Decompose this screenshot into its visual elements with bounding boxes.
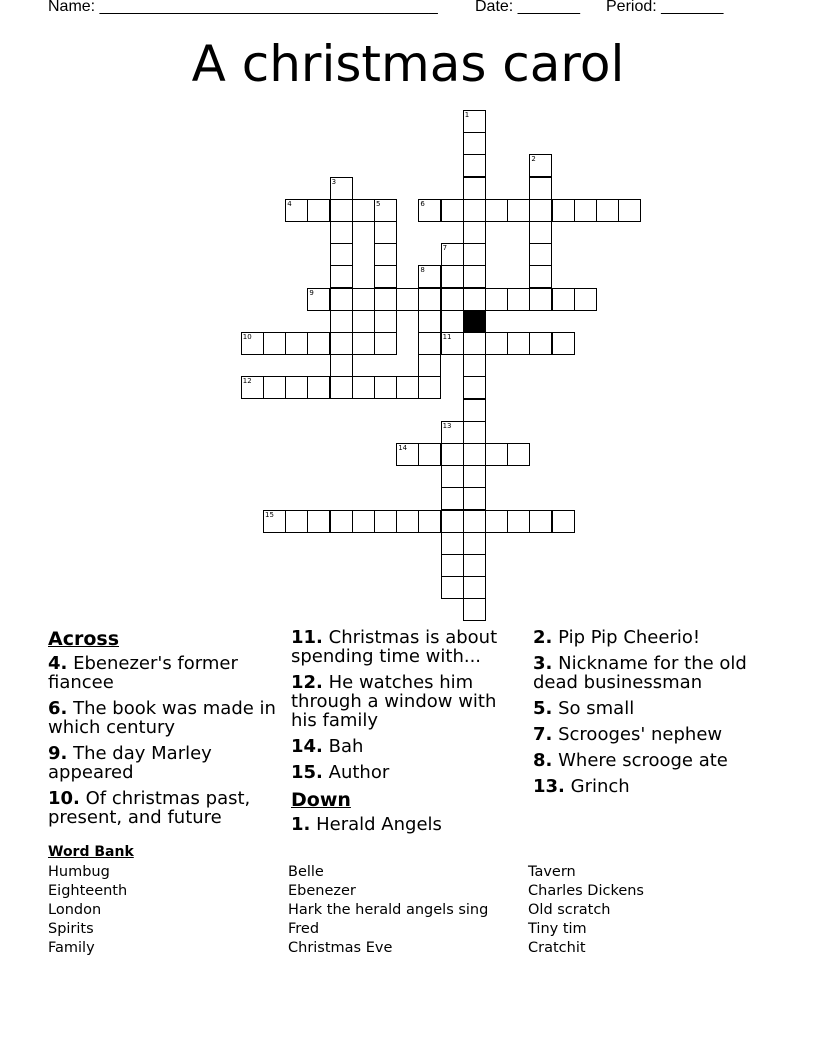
grid-cell[interactable]: [463, 399, 486, 422]
across-heading: Across: [48, 628, 120, 650]
grid-cell[interactable]: [374, 221, 397, 244]
clues-column-1: [48, 628, 278, 834]
grid-cell[interactable]: [241, 332, 264, 355]
grid-cell[interactable]: [463, 288, 486, 311]
clue-number: 15: [265, 510, 274, 519]
word-bank-item: Charles Dickens: [528, 883, 644, 899]
grid-cell[interactable]: [285, 332, 308, 355]
clue-across-11: 11. Christmas is about spending time with...: [291, 627, 498, 667]
grid-cell[interactable]: [463, 554, 486, 577]
word-bank-item: Family: [48, 940, 95, 956]
grid-cell[interactable]: [596, 199, 619, 222]
clue-number: 10: [242, 333, 252, 341]
grid-cell[interactable]: [574, 288, 597, 311]
grid-cell[interactable]: [529, 243, 552, 266]
grid-cell[interactable]: [463, 154, 486, 177]
grid-cell[interactable]: [396, 443, 419, 466]
grid-cell[interactable]: [418, 510, 441, 533]
grid-cell[interactable]: [285, 199, 308, 222]
clue-across-10: 10. Of christmas past, present, and future: [48, 788, 251, 828]
grid-cell[interactable]: [507, 288, 530, 311]
clue-across-15: 15. Author: [291, 762, 390, 783]
black-cell: [463, 310, 486, 333]
grid-cell[interactable]: [307, 332, 330, 355]
grid-cell[interactable]: [418, 288, 441, 311]
grid-cell[interactable]: [441, 465, 464, 488]
period-field[interactable]: Period: _______: [606, 0, 724, 15]
grid-cell[interactable]: [418, 310, 441, 333]
grid-cell[interactable]: [441, 288, 464, 311]
grid-cell[interactable]: [463, 532, 486, 555]
grid-cell[interactable]: [418, 332, 441, 355]
grid-cell[interactable]: [307, 199, 330, 222]
grid-cell[interactable]: [463, 177, 486, 200]
grid-cell[interactable]: [529, 288, 552, 311]
grid-cell[interactable]: [441, 554, 464, 577]
grid-cell[interactable]: [463, 132, 486, 155]
clue-number: 2: [531, 155, 536, 164]
clue-across-6: 6. The book was made in which century: [48, 698, 276, 738]
grid-cell[interactable]: [463, 510, 486, 533]
word-bank-item: Ebenezer: [288, 883, 356, 899]
word-bank-item: Cratchit: [528, 940, 586, 956]
grid-cell[interactable]: [463, 110, 486, 133]
grid-cell[interactable]: [441, 332, 464, 355]
grid-cell[interactable]: [441, 243, 464, 266]
grid-cell[interactable]: [396, 510, 419, 533]
clue-number: 6: [420, 199, 425, 208]
grid-cell[interactable]: [463, 487, 486, 510]
grid-cell[interactable]: [529, 221, 552, 244]
grid-cell[interactable]: [307, 376, 330, 399]
grid-cell[interactable]: [263, 376, 286, 399]
grid-cell[interactable]: [330, 288, 353, 311]
grid-cell[interactable]: [374, 199, 397, 222]
grid-cell[interactable]: [552, 288, 575, 311]
grid-cell[interactable]: [485, 199, 508, 222]
grid-cell[interactable]: [263, 510, 286, 533]
puzzle-title: A christmas carol: [191, 35, 625, 93]
grid-cell[interactable]: [507, 443, 530, 466]
clue-down-1: 1. Herald Angels: [291, 814, 442, 835]
word-bank-item: Fred: [288, 921, 320, 937]
word-bank-item: Tavern: [528, 864, 576, 880]
grid-cell[interactable]: [485, 332, 508, 355]
word-bank-item: Christmas Eve: [288, 940, 393, 956]
grid-cell[interactable]: [529, 154, 552, 177]
clue-down-2: 2. Pip Pip Cheerio!: [533, 627, 701, 648]
grid-cell[interactable]: [330, 243, 353, 266]
grid-cell[interactable]: [463, 354, 486, 377]
grid-cell[interactable]: [441, 487, 464, 510]
grid-cell[interactable]: [463, 598, 486, 621]
grid-cell[interactable]: [330, 221, 353, 244]
clue-across-14: 14. Bah: [291, 736, 364, 757]
grid-cell[interactable]: [330, 376, 353, 399]
clue-number: 11: [442, 333, 452, 341]
grid-cell[interactable]: [507, 332, 530, 355]
word-bank-item: Humbug: [48, 864, 110, 880]
grid-cell[interactable]: [441, 421, 464, 444]
clue-number: 7: [442, 244, 448, 253]
grid-cell[interactable]: [529, 177, 552, 200]
grid-cell[interactable]: [330, 332, 353, 355]
grid-cell[interactable]: [485, 510, 508, 533]
grid-cell[interactable]: [441, 510, 464, 533]
grid-cell[interactable]: [485, 288, 508, 311]
grid-cell[interactable]: [330, 310, 353, 333]
clue-number: 4: [287, 199, 292, 208]
word-bank-item: Tiny tim: [528, 921, 587, 937]
clue-number: 5: [376, 199, 381, 208]
grid-cell[interactable]: [574, 199, 597, 222]
grid-cell[interactable]: [418, 265, 441, 288]
date-field[interactable]: Date: _______: [475, 0, 580, 15]
word-bank-item: Hark the herald angels sing: [288, 902, 489, 918]
grid-cell[interactable]: [418, 376, 441, 399]
grid-cell[interactable]: [374, 243, 397, 266]
grid-cell[interactable]: [463, 199, 486, 222]
grid-cell[interactable]: [352, 332, 375, 355]
grid-cell[interactable]: [485, 443, 508, 466]
grid-cell[interactable]: [374, 510, 397, 533]
grid-cell[interactable]: [463, 421, 486, 444]
grid-cell[interactable]: [330, 354, 353, 377]
grid-cell[interactable]: [352, 199, 375, 222]
clue-down-5: 5. So small: [533, 698, 635, 719]
name-field[interactable]: Name: ______________________________________: [48, 0, 438, 15]
grid-cell[interactable]: [418, 199, 441, 222]
grid-cell[interactable]: [241, 376, 264, 399]
clue-number: 12: [242, 377, 252, 386]
grid-cell[interactable]: [330, 199, 353, 222]
clue-down-8: 8. Where scrooge ate: [533, 750, 728, 771]
grid-cell[interactable]: [529, 199, 552, 222]
grid-cell[interactable]: [463, 265, 486, 288]
grid-cell[interactable]: [463, 443, 486, 466]
grid-cell[interactable]: [374, 265, 397, 288]
grid-cell[interactable]: [330, 177, 353, 200]
grid-cell[interactable]: [418, 354, 441, 377]
grid-cell[interactable]: [441, 265, 464, 288]
grid-cell[interactable]: [352, 288, 375, 311]
grid-cell[interactable]: [441, 532, 464, 555]
clue-across-12: 12. He watches him through a window with his family: [291, 672, 497, 731]
clue-number: 3: [331, 177, 337, 186]
word-bank-item: Belle: [288, 864, 324, 880]
grid-cell[interactable]: [507, 199, 530, 222]
clue-number: 1: [464, 111, 470, 119]
grid-cell[interactable]: [396, 288, 419, 311]
grid-cell[interactable]: [263, 332, 286, 355]
clue-number: 8: [420, 266, 425, 275]
grid-cell[interactable]: [552, 510, 575, 533]
grid-cell[interactable]: [374, 332, 397, 355]
word-bank-title: Word Bank: [48, 844, 134, 860]
clue-number: 9: [309, 288, 314, 297]
grid-cell[interactable]: [285, 510, 308, 533]
down-heading: Down: [291, 789, 351, 811]
grid-cell[interactable]: [374, 376, 397, 399]
clue-number: 13: [442, 421, 452, 430]
grid-cell[interactable]: [618, 199, 641, 222]
grid-cell[interactable]: [507, 510, 530, 533]
grid-cell[interactable]: [441, 576, 464, 599]
grid-cell[interactable]: [552, 199, 575, 222]
grid-cell[interactable]: [441, 199, 464, 222]
clue-across-9: 9. The day Marley appeared: [48, 743, 212, 783]
word-bank-item: Spirits: [48, 921, 94, 937]
grid-cell[interactable]: [418, 443, 441, 466]
grid-cell[interactable]: [396, 376, 419, 399]
grid-cell[interactable]: [352, 510, 375, 533]
grid-cell[interactable]: [330, 265, 353, 288]
grid-cell[interactable]: [463, 465, 486, 488]
grid-cell[interactable]: [307, 288, 330, 311]
grid-cell[interactable]: [352, 376, 375, 399]
grid-cell[interactable]: [529, 510, 552, 533]
grid-cell[interactable]: [441, 310, 464, 333]
grid-cell[interactable]: [374, 310, 397, 333]
clue-down-7: 7. Scrooges' nephew: [533, 724, 723, 745]
word-bank-column-1: [48, 863, 127, 958]
grid-cell[interactable]: [529, 265, 552, 288]
word-bank-column-2: [288, 863, 488, 958]
grid-cell[interactable]: [552, 332, 575, 355]
grid-cell[interactable]: [441, 443, 464, 466]
clue-number: 14: [398, 444, 408, 452]
grid-cell[interactable]: [529, 332, 552, 355]
clues-column-2: [291, 628, 521, 841]
grid-cell[interactable]: [285, 376, 308, 399]
grid-cell[interactable]: [463, 576, 486, 599]
clue-down-13: 13. Grinch: [533, 776, 630, 797]
word-bank-item: London: [48, 902, 102, 918]
grid-cell[interactable]: [463, 243, 486, 266]
grid-cell[interactable]: [463, 376, 486, 399]
clue-down-3: 3. Nickname for the old dead businessman: [533, 653, 747, 693]
clues-column-3: [533, 628, 763, 803]
word-bank-item: Eighteenth: [48, 883, 128, 899]
clue-across-4: 4. Ebenezer's former fiancee: [48, 653, 238, 693]
word-bank-item: Old scratch: [528, 902, 611, 918]
grid-cell[interactable]: [463, 221, 486, 244]
grid-cell[interactable]: [374, 288, 397, 311]
grid-cell[interactable]: [330, 510, 353, 533]
grid-cell[interactable]: [463, 332, 486, 355]
word-bank-column-3: [528, 863, 644, 958]
grid-cell[interactable]: [307, 510, 330, 533]
